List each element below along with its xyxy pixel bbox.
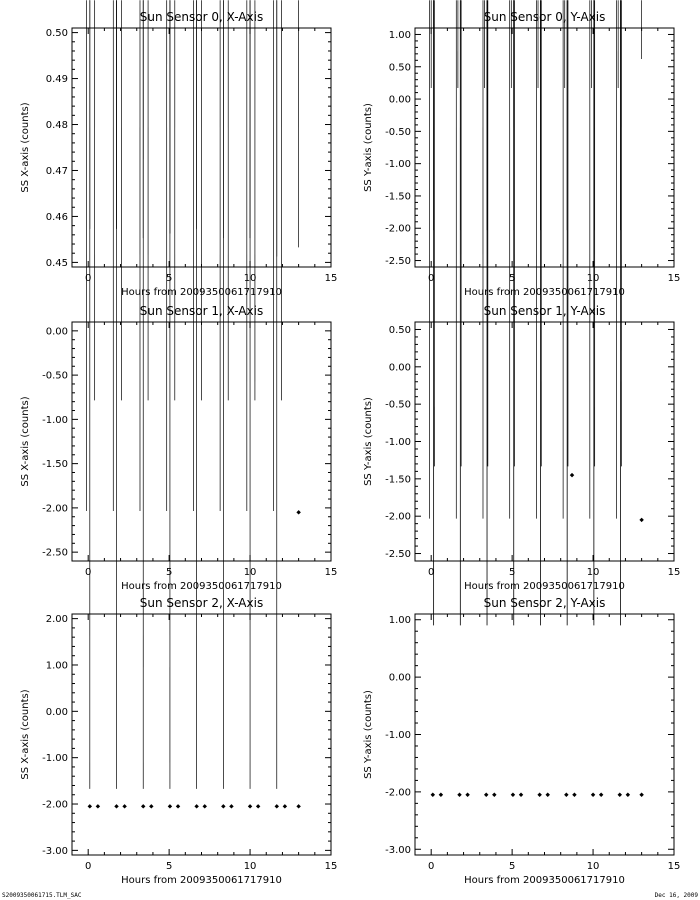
data-series — [88, 0, 300, 808]
x-tick-label: 15 — [667, 567, 681, 578]
footer-filename: S2009350061715.TLM_SAC — [2, 892, 82, 899]
data-point — [203, 805, 207, 809]
y-tick-label: -2.50 — [385, 256, 411, 268]
data-point — [168, 805, 172, 809]
x-tick-label: 15 — [324, 861, 338, 872]
data-point — [640, 793, 644, 797]
chart-title: Sun Sensor 0, Y-Axis — [483, 10, 606, 24]
y-tick-label: 0.00 — [45, 326, 68, 338]
y-tick-label: -2.50 — [385, 549, 411, 561]
x-tick-label: 5 — [165, 861, 173, 872]
y-tick-label: -2.00 — [385, 511, 411, 523]
chart-title: Sun Sensor 1, Y-Axis — [483, 304, 606, 318]
y-tick-label: -2.50 — [42, 547, 68, 559]
y-tick-label: 0.00 — [388, 672, 411, 684]
data-point — [96, 805, 100, 809]
data-point — [640, 518, 644, 522]
data-point — [256, 805, 260, 809]
y-tick-label: 0.50 — [45, 28, 68, 40]
x-tick-label: 5 — [508, 567, 516, 578]
data-point — [283, 805, 287, 809]
data-point — [511, 793, 515, 797]
y-tick-label: -2.00 — [42, 799, 68, 811]
x-axis-label: Hours from 2009350061717910 — [464, 287, 625, 298]
y-axis-label: SS Y-axis (counts) — [363, 397, 374, 486]
data-point — [570, 473, 574, 477]
data-point — [519, 793, 523, 797]
x-tick-label: 5 — [165, 273, 173, 284]
y-tick-label: 0.45 — [45, 257, 68, 269]
y-tick-label: -1.50 — [42, 459, 68, 471]
data-point — [458, 793, 462, 797]
y-tick-label: 0.00 — [45, 706, 68, 718]
axes-frame — [415, 614, 674, 855]
chart-title: Sun Sensor 2, X-Axis — [139, 596, 264, 610]
y-tick-label: -0.50 — [42, 370, 68, 382]
data-series — [430, 0, 644, 521]
y-tick-label: -1.00 — [42, 753, 68, 765]
x-tick-label: 5 — [165, 567, 173, 578]
data-point — [248, 805, 252, 809]
data-point — [618, 793, 622, 797]
y-tick-label: -0.50 — [385, 126, 411, 138]
x-axis-label: Hours from 2009350061717910 — [121, 581, 282, 592]
data-point — [141, 805, 145, 809]
data-point — [439, 793, 443, 797]
chart-title: Sun Sensor 2, Y-Axis — [483, 596, 606, 610]
data-point — [115, 805, 119, 809]
data-point — [538, 793, 542, 797]
data-point — [195, 805, 199, 809]
data-point — [431, 793, 435, 797]
x-tick-label: 10 — [243, 567, 257, 578]
y-tick-label: 0.00 — [388, 94, 411, 106]
x-axis-label: Hours from 2009350061717910 — [121, 875, 282, 886]
y-tick-label: 1.00 — [388, 615, 411, 627]
y-tick-label: 0.50 — [388, 324, 411, 336]
x-tick-label: 0 — [85, 861, 92, 872]
x-tick-label: 0 — [85, 567, 92, 578]
x-axis-label: Hours from 2009350061717910 — [464, 581, 625, 592]
y-tick-label: -1.50 — [385, 191, 411, 203]
data-point — [565, 793, 569, 797]
data-point — [484, 793, 488, 797]
data-point — [230, 805, 234, 809]
y-axis-label: SS X-axis (counts) — [20, 396, 31, 487]
x-tick-label: 15 — [667, 861, 681, 872]
y-axis-label: SS X-axis (counts) — [20, 689, 31, 780]
y-tick-label: -1.00 — [42, 414, 68, 426]
y-tick-label: -2.00 — [42, 503, 68, 515]
data-point — [573, 793, 577, 797]
x-axis-label: Hours from 2009350061717910 — [464, 875, 625, 886]
footer-date: Dec 16, 2009 — [654, 892, 698, 899]
y-tick-label: -1.50 — [385, 474, 411, 486]
data-point — [150, 805, 154, 809]
y-tick-label: -3.00 — [42, 845, 68, 857]
y-tick-label: 0.47 — [45, 165, 68, 177]
y-tick-label: -0.50 — [385, 399, 411, 411]
chart-title: Sun Sensor 1, X-Axis — [139, 304, 264, 318]
data-point — [222, 805, 226, 809]
data-point — [176, 805, 180, 809]
x-tick-label: 0 — [428, 567, 435, 578]
x-tick-label: 15 — [667, 273, 681, 284]
data-point — [546, 793, 550, 797]
chart-panel-0 — [20, 0, 337, 298]
axes-frame — [415, 322, 674, 561]
chart-panel-4 — [20, 0, 337, 886]
data-point — [297, 805, 301, 809]
data-point — [626, 793, 630, 797]
x-tick-label: 5 — [508, 861, 516, 872]
y-tick-label: -2.00 — [385, 223, 411, 235]
y-axis-label: SS Y-axis (counts) — [363, 690, 374, 779]
y-tick-label: 1.00 — [388, 29, 411, 41]
x-axis-label: Hours from 2009350061717910 — [121, 287, 282, 298]
data-point — [466, 793, 470, 797]
x-tick-label: 0 — [85, 273, 92, 284]
chart-panel-1 — [363, 0, 680, 298]
data-series — [87, 0, 301, 514]
chart-title: Sun Sensor 0, X-Axis — [139, 10, 264, 24]
x-tick-label: 10 — [586, 567, 600, 578]
y-tick-label: 0.49 — [45, 74, 68, 86]
x-tick-label: 10 — [243, 861, 257, 872]
y-tick-label: 0.50 — [388, 62, 411, 74]
data-point — [297, 511, 301, 515]
x-tick-label: 0 — [428, 861, 435, 872]
y-tick-label: -3.00 — [385, 844, 411, 856]
y-tick-label: 0.46 — [45, 211, 68, 223]
data-point — [275, 805, 279, 809]
x-tick-label: 0 — [428, 273, 435, 284]
x-tick-label: 10 — [586, 273, 600, 284]
x-tick-label: 10 — [243, 273, 257, 284]
data-point — [591, 793, 595, 797]
y-tick-label: -1.00 — [385, 437, 411, 448]
x-tick-label: 5 — [508, 273, 516, 284]
y-tick-label: 0.48 — [45, 120, 68, 132]
x-tick-label: 15 — [324, 567, 338, 578]
axes-frame — [72, 614, 331, 855]
y-axis-label: SS X-axis (counts) — [20, 102, 31, 193]
data-point — [88, 805, 92, 809]
y-tick-label: 0.00 — [388, 362, 411, 374]
y-axis-label: SS Y-axis (counts) — [363, 103, 374, 192]
x-tick-label: 10 — [586, 861, 600, 872]
data-point — [493, 793, 497, 797]
data-series — [431, 0, 643, 796]
y-tick-label: -1.00 — [385, 159, 411, 171]
axes-frame — [415, 28, 674, 267]
y-tick-label: -2.00 — [385, 787, 411, 799]
y-tick-label: -1.00 — [385, 730, 411, 741]
y-tick-label: 2.00 — [45, 614, 68, 626]
data-point — [123, 805, 127, 809]
x-tick-label: 15 — [324, 273, 338, 284]
y-tick-label: 1.00 — [45, 660, 68, 672]
data-point — [599, 793, 603, 797]
